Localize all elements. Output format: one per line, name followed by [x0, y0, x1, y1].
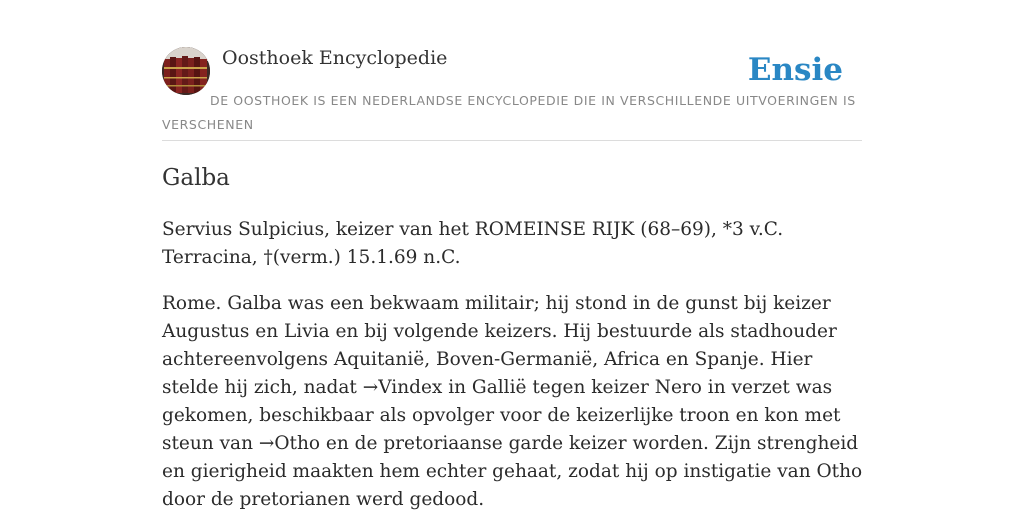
article-paragraph: Rome. Galba was een bekwaam militair; hij stond in de gunst bij keizer Augustus en Livia en bij volgende keizers. Hij bestuurde als stadhouder achtereenvolgens Aquitanië, Boven-Germanië, Africa en Spanje. Hier stelde hij zich, nadat →Vindex in Gallië tegen keizer Nero in verzet was gekomen, beschikbaar als opvolger voor de keizerlijke troon en kon met steun van →Otho en de pretoriaanse garde keizer worden. Zijn strengheid en gierigheid maakten hem echter gehaat, zodat hij op instigatie van Otho door de pretorianen werd gedood.	[162, 293, 863, 510]
article-title: Galba	[162, 165, 230, 191]
encyclopedia-avatar[interactable]	[162, 47, 210, 95]
site-tagline: DE OOSTHOEK IS EEN NEDERLANDSE ENCYCLOPEDIE DIE IN VERSCHILLENDE UITVOERINGEN IS VERSCHENEN	[162, 93, 856, 132]
article-body	[162, 216, 864, 512]
ensie-logo[interactable]: Ensie	[747, 52, 843, 88]
book-spines-icon	[162, 47, 210, 95]
article-paragraph: Servius Sulpicius, keizer van het ROMEINSE RIJK (68–69), *3 v.C. Terracina, †(verm.) 15.1.69 n.C.	[162, 219, 784, 268]
site-name[interactable]: Oosthoek Encyclopedie	[222, 47, 448, 69]
site-header	[162, 46, 862, 141]
